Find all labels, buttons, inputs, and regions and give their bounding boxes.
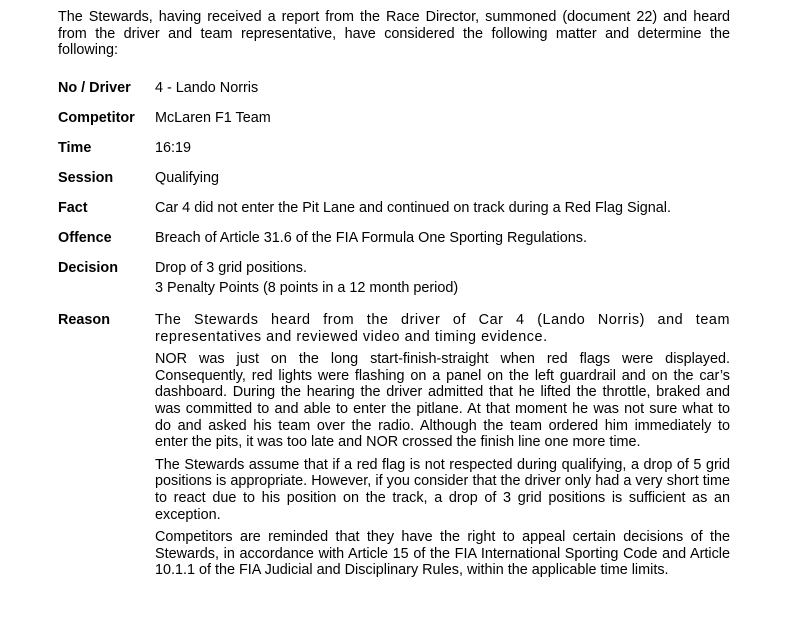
competitor-value: McLaren F1 Team xyxy=(155,110,271,126)
fact-value: Car 4 did not enter the Pit Lane and continued on track during a Red Flag Signal. xyxy=(155,200,671,216)
session-label: Session xyxy=(58,170,114,186)
reason-paragraph-2: NOR was just on the long start-finish-straight when red flags were displayed. Consequently, red lights were flashing on a panel on the left guardrail and on the car’s dashboard. During the hearing the driver admitted that he lifted the throttle, braked and was committed to and able to enter the pitlane. At that moment he was not sure what to do and asked his team over the radio. Although the team ordered him immediately to enter the pits, it was too late and NOR crossed the finish line one more time. xyxy=(155,351,730,451)
offence-value: Breach of Article 31.6 of the FIA Formula One Sporting Regulations. xyxy=(155,230,587,246)
time-label: Time xyxy=(58,140,92,156)
competitor-label: Competitor xyxy=(58,110,135,126)
decision-label: Decision xyxy=(58,260,118,276)
reason-paragraph-3: The Stewards assume that if a red flag is not respected during qualifying, a drop of 5 grid positions is appropriate. However, if you consider that the driver only had a very short time to react due to his position on the track, a drop of 3 grid positions is sufficient as an exception. xyxy=(155,456,730,523)
decision-line-penalty-points: 3 Penalty Points (8 points in a 12 month period) xyxy=(155,279,459,296)
reason-label: Reason xyxy=(58,312,110,328)
reason-paragraph-4: Competitors are reminded that they have the right to appeal certain decisions of the Stewards, in accordance with Article 15 of the FIA International Sporting Code and Article 10.1.1 of the FIA Judicial and Disciplinary Rules, within the applicable time limits. xyxy=(155,529,730,579)
driver-label: No / Driver xyxy=(58,80,131,96)
intro-paragraph: The Stewards, having received a report from the Race Director, summoned (document 22) and heard from the driver and team representative, have considered the following matter and determine the following: xyxy=(58,9,730,59)
fact-label: Fact xyxy=(58,200,88,216)
offence-label: Offence xyxy=(58,230,112,246)
time-value: 16:19 xyxy=(155,140,192,156)
reason-paragraph-1: The Stewards heard from the driver of Car 4 (Lando Norris) and team representatives and reviewed video and timing evidence. xyxy=(155,312,730,345)
decision-value xyxy=(155,260,730,296)
decision-line-grid-drop: Drop of 3 grid positions. xyxy=(155,260,307,276)
driver-value: 4 - Lando Norris xyxy=(155,80,259,96)
session-value: Qualifying xyxy=(155,170,219,186)
reason-value xyxy=(155,312,730,579)
